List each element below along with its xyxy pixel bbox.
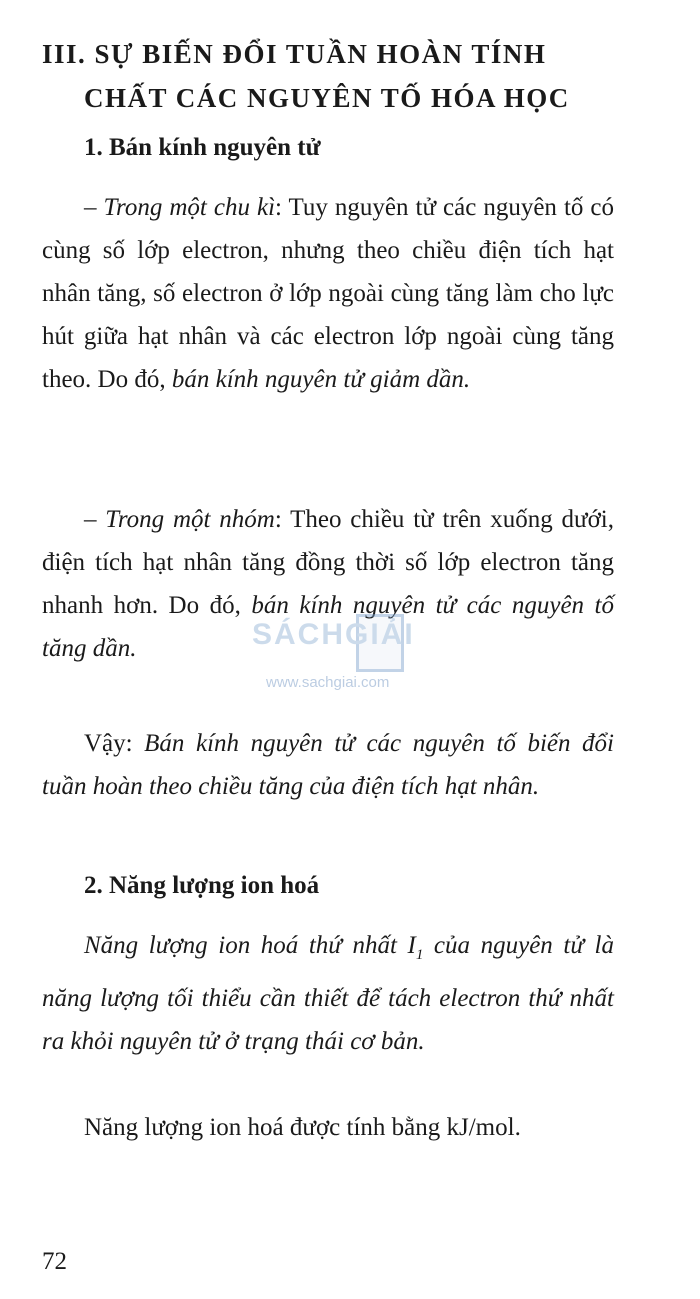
section-title-line-1: III. SỰ BIẾN ĐỔI TUẦN HOÀN TÍNH	[42, 39, 547, 69]
paragraph-group	[42, 498, 614, 670]
paragraph-ionization-definition	[42, 924, 614, 1063]
paragraph-period	[42, 186, 614, 401]
subsection-heading-2: 2. Năng lượng ion hoá	[84, 872, 320, 899]
paragraph-ionization-unit	[42, 1106, 614, 1149]
paragraph-period-text: : Tuy nguyên tử các nguyên tố có cùng số lớp electron, nhưng theo chiều điện tích hạt nhân tăng, số electron ở lớp ngoài cùng tăng làm cho lực hút giữa hạt nhân và các electron lớp ngoài cùng tăng theo. Do đó,	[42, 194, 614, 393]
paragraph-summary	[42, 722, 614, 808]
paragraph-summary-text: Bán kính nguyên tử các nguyên tố biến đổi tuần hoàn theo chiều tăng của điện tích hạt nhân.	[42, 730, 614, 800]
paragraph-group-conclusion: bán kính nguyên tử các nguyên tố tăng dần.	[42, 592, 614, 662]
paragraph-group-lead: – Trong một nhóm	[84, 506, 275, 533]
paragraph-period-conclusion: bán kính nguyên tử giảm dần.	[171, 366, 471, 393]
watermark-brand: SÁCHGIẢI	[252, 618, 415, 651]
ionization-definition-a: Năng lượng ion hoá thứ nhất I	[84, 932, 416, 959]
paragraph-summary-lead: Vậy:	[84, 730, 145, 757]
section-title-line-2: CHẤT CÁC NGUYÊN TỐ HÓA HỌC	[84, 83, 570, 113]
ionization-definition-b: của nguyên tử là năng lượng tối thiểu cần thiết để tách electron thứ nhất ra khỏi nguyên tử ở trạng thái cơ bản.	[42, 932, 614, 1055]
section-title	[42, 32, 652, 120]
paragraph-group-text: : Theo chiều từ trên xuống dưới, điện tích hạt nhân tăng đồng thời số lớp electron tăng nhanh hơn. Do đó,	[42, 506, 614, 619]
ionization-subscript: 1	[415, 947, 424, 963]
page-number: 72	[42, 1248, 67, 1275]
paragraph-period-lead: – Trong một chu kì	[84, 194, 276, 221]
watermark-url: www.sachgiai.com	[266, 674, 390, 691]
ionization-unit-text: Năng lượng ion hoá được tính bằng kJ/mol.	[84, 1114, 521, 1141]
subsection-heading-1: 1. Bán kính nguyên tử	[84, 134, 321, 161]
